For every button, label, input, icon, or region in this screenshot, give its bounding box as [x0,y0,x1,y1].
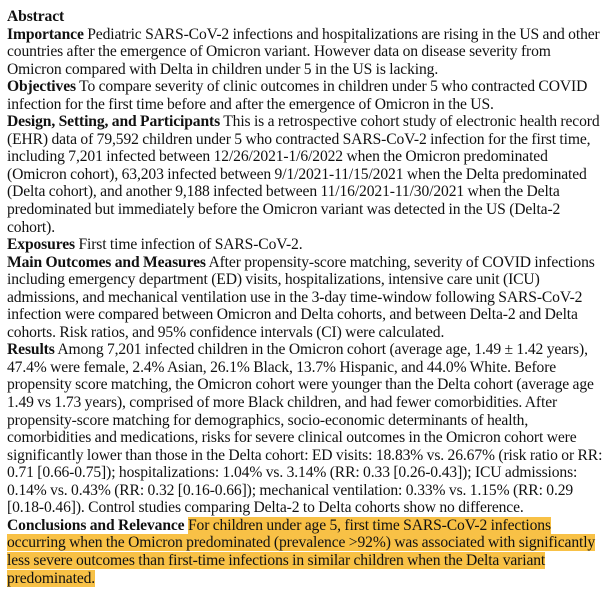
section-heading: Conclusions and Relevance [7,516,185,534]
section-heading: Results [7,341,55,359]
section-text: Pediatric SARS-CoV-2 infections and hospitalizations are rising in the US and other countries after the emergence of Omicron variant. However data on disease severity from Omicron compared with Delta in children under 5 in the US is lacking. [7,25,600,78]
section-heading: Objectives [7,78,76,96]
section-importance [7,26,605,79]
section-text: To compare severity of clinic outcomes in children under 5 who contracted COVID infection for the first time before and after the emergence of Omicron in the US. [7,78,588,113]
section-heading: Importance [7,25,84,43]
section-text: This is a retrospective cohort study of electronic health record (EHR) data of 79,592 children under 5 who contracted SARS-CoV-2 infection for the first time, including 7,201 infected between 12/26/2021-1/6/2022 when the Omicron predominated (Omicron cohort), 63,203 infected between 9/1/2021-11/15/2021 when the Delta predominated (Delta cohort), and another 9,188 infected between 11/16/2021-11/30/2021 when the Delta predominated but immediately before the Omicron variant was detected in the US (Delta-2 cohort). [7,113,600,236]
section-heading: Exposures [7,236,75,254]
section-results [7,341,605,516]
section-conclusions [7,517,605,587]
section-text: Among 7,201 infected children in the Omicron cohort (average age, 1.49 ± 1.42 years), 47.4% were female, 2.4% Asian, 26.1% Black, 13.7% Hispanic, and 44.0% White. Before propensity score matching, the Omicron cohort were younger than the Delta cohort (average age 1.49 vs 1.73 years), comprised of more Black children, and had fewer comorbidities. After propensity-score matching for demographics, socio-economic determinants of health, comorbidities and medications, risks for severe clinical outcomes in the Omicron cohort were significantly lower than those in the Delta cohort: ED visits: 18.83% vs. 26.67% (risk ratio or RR: 0.71 [0.66-0.75]); hospitalizations: 1.04% vs. 3.14% (RR: 0.33 [0.26-0.43]); ICU admissions: 0.14% vs. 0.43% (RR: 0.32 [0.16-0.66]); mechanical ventilation: 0.33% vs. 1.15% (RR: 0.29 [0.18-0.46]). Control studies comparing Delta-2 to Delta cohorts show no difference. [7,341,603,517]
section-exposures [7,236,605,254]
abstract-title: Abstract [7,8,65,25]
section-text: After propensity-score matching, severity of COVID infections including emergency department (ED) visits, hospitalizations, intensive care unit (ICU) admissions, and mechanical ventilation use in the 3-day time-window following SARS-CoV-2 infection were compared between Omicron and Delta cohorts, and between Delta-2 and Delta cohorts. Risk ratios, and 95% confidence intervals (CI) were calculated. [7,253,595,341]
highlighted-text[interactable]: For children under age 5, first time SARS-CoV-2 infections occurring when the Omicron predominated (prevalence >92%) was associated with significantly less severe outcomes than first-time infections in similar children when the Delta variant predominated. [7,516,596,587]
section-design [7,113,605,236]
section-text: First time infection of SARS-CoV-2. [78,236,303,254]
abstract [7,8,605,587]
section-heading: Main Outcomes and Measures [7,253,206,271]
section-heading: Design, Setting, and Participants [7,113,221,131]
section-main-outcomes [7,254,605,342]
section-objectives [7,78,605,113]
